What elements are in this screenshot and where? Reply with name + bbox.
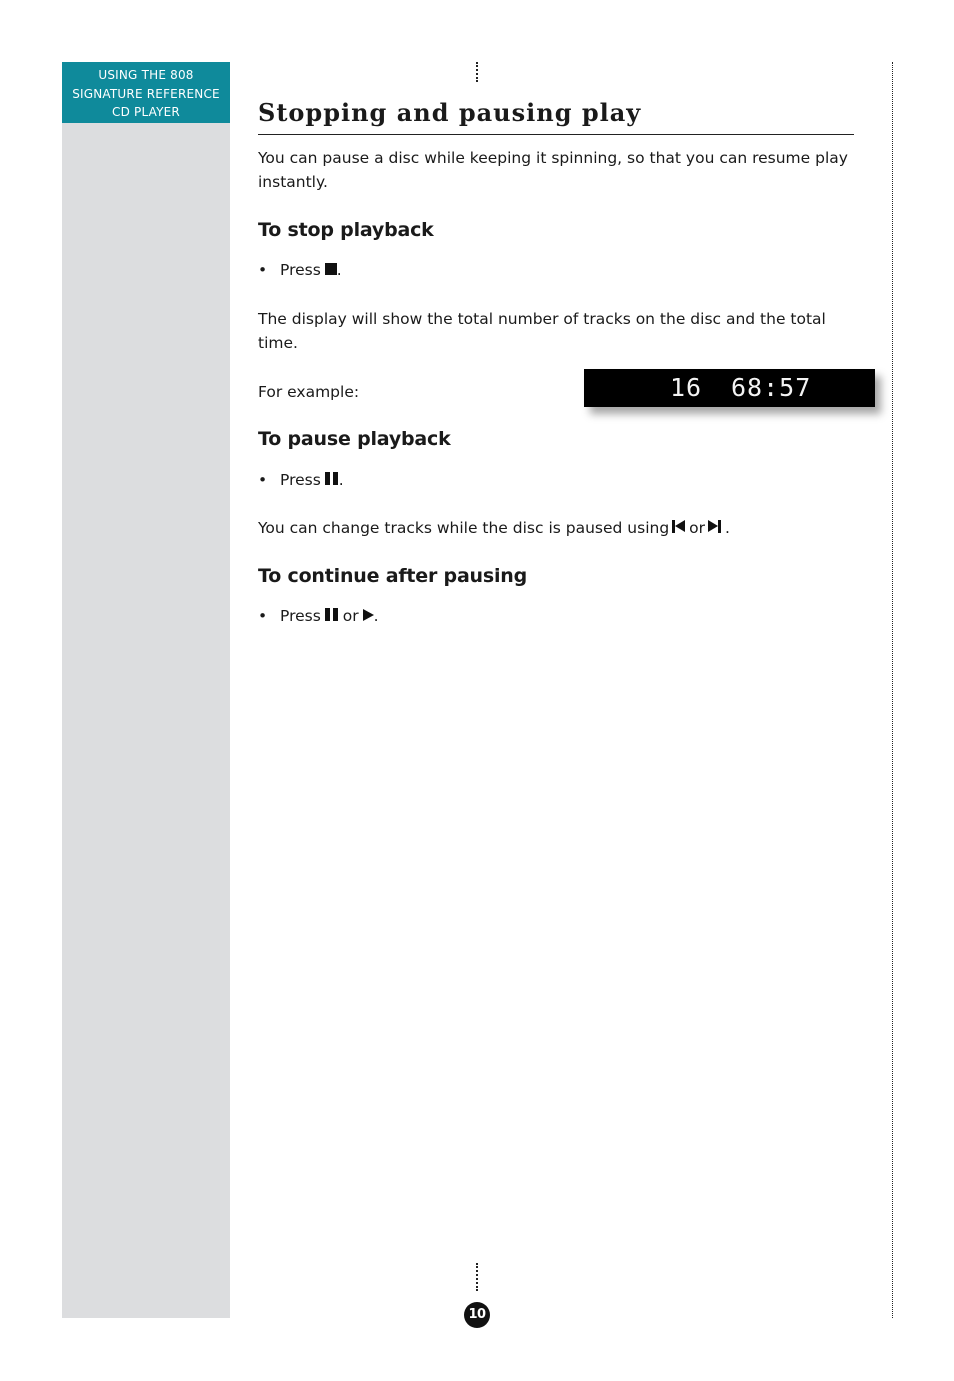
pause-icon xyxy=(325,608,339,621)
resume-bullet-or: or xyxy=(342,607,359,625)
skip-next-icon xyxy=(708,520,722,533)
display-total-time: 68:57 xyxy=(731,373,812,402)
resume-bullet xyxy=(258,604,379,628)
page-number: 10 xyxy=(464,1302,490,1328)
resume-heading: To continue after pausing xyxy=(258,565,528,587)
display-track-count: 16 xyxy=(670,373,703,402)
right-dotted-rule xyxy=(892,62,893,1318)
bullet-dot: • xyxy=(258,261,268,279)
section-tab-line-2: SIGNATURE REFERENCE xyxy=(72,86,220,101)
page-header xyxy=(258,96,854,135)
play-icon xyxy=(363,609,374,621)
change-text-end: . xyxy=(725,519,730,537)
section-tab-line-1: USING THE 808 xyxy=(98,68,194,82)
intro-paragraph: You can pause a disc while keeping it spinning, so that you can resume play instantly. xyxy=(258,149,848,191)
top-dotted-marker xyxy=(476,62,478,82)
sidebar xyxy=(62,62,230,1318)
pause-change-tracks xyxy=(258,516,854,540)
section-tab xyxy=(62,62,230,123)
resume-bullet-text: Press xyxy=(280,607,321,625)
pause-bullet-end: . xyxy=(338,471,344,489)
pause-icon xyxy=(325,472,339,485)
skip-previous-icon xyxy=(672,520,686,533)
bottom-dotted-marker xyxy=(476,1263,478,1291)
stop-bullet xyxy=(258,258,342,282)
pause-heading: To pause playback xyxy=(258,428,451,450)
resume-bullet-end: . xyxy=(373,607,379,625)
stop-icon xyxy=(325,263,337,275)
change-text-before: You can change tracks while the disc is paused using xyxy=(258,519,670,537)
stop-bullet-text: Press xyxy=(280,261,321,279)
bullet-dot: • xyxy=(258,607,268,625)
stop-bullet-end: . xyxy=(336,261,342,279)
pause-bullet xyxy=(258,468,344,492)
stop-description: The display will show the total number of tracks on the disc and the total time. xyxy=(258,310,826,352)
bullet-dot: • xyxy=(258,471,268,489)
page-title: Stopping and pausing play xyxy=(258,96,854,135)
stop-heading: To stop playback xyxy=(258,219,434,241)
pause-bullet-text: Press xyxy=(280,471,321,489)
display-example xyxy=(584,369,875,407)
section-tab-line-3: CD PLAYER xyxy=(112,105,180,119)
change-text-or: or xyxy=(689,519,706,537)
example-label: For example: xyxy=(258,383,360,401)
